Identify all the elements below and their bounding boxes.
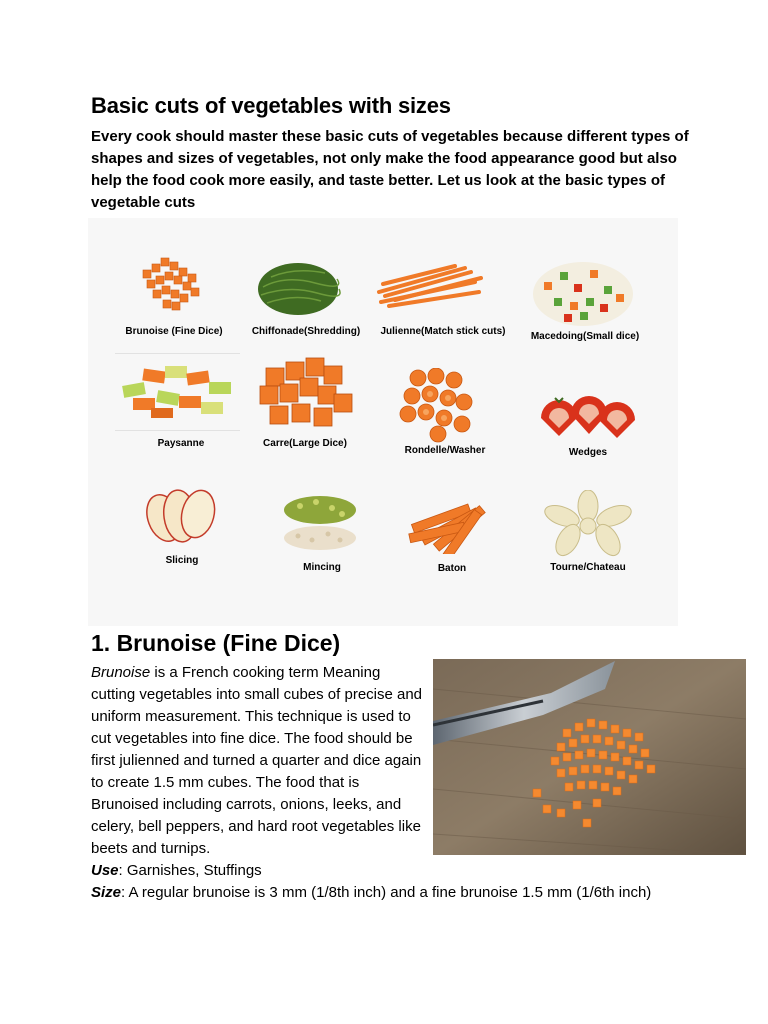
cut-label: Paysanne — [157, 438, 205, 449]
section-heading: 1. Brunoise (Fine Dice) — [91, 630, 341, 656]
cut-label: Chiffonade(Shredding) — [251, 326, 361, 337]
cut-label: Slicing — [165, 555, 199, 566]
rondelle-image — [398, 368, 478, 444]
size-label: Size — [91, 884, 122, 901]
page-title: Basic cuts of vegetables with sizes — [91, 93, 451, 118]
baton-image — [405, 490, 495, 554]
brunoise-image — [133, 250, 213, 320]
size-text: : A regular brunoise is 3 mm (1/8th inch) and a fine brunoise 1.5 mm (1/6th inch) — [121, 884, 652, 901]
brunoise-photo — [433, 659, 746, 855]
cut-label: Tourne/Chateau — [550, 562, 626, 573]
cut-label: Brunoise (Fine Dice) — [125, 326, 223, 337]
tourne-image — [540, 490, 636, 560]
brunoise-description — [91, 662, 427, 860]
size-line — [91, 882, 691, 904]
cut-label: Wedges — [568, 447, 608, 458]
cut-label: Baton — [437, 563, 467, 574]
intro-text: Every cook should master these basic cuts of vegetables because different types of shapes and sizes of vegetables, not only make the food appearance good but also help the food cook more easily, and taste better. Let us look at the basic types of vegetable cuts — [91, 128, 689, 211]
chiffonade-image — [255, 257, 341, 319]
use-text: : Garnishes, Stuffings — [118, 862, 262, 879]
mincing-image — [280, 492, 360, 552]
use-label: Use — [91, 862, 119, 879]
carre-image — [256, 356, 356, 432]
julienne-image — [375, 262, 485, 312]
divider — [115, 430, 240, 431]
divider — [115, 353, 240, 354]
cut-label: Julienne(Match stick cuts) — [380, 326, 506, 337]
use-line — [91, 860, 691, 882]
term-brunoise: Brunoise — [91, 664, 151, 681]
paysanne-image — [117, 358, 239, 424]
macedoine-image — [530, 258, 636, 328]
cut-label: Rondelle/Washer — [404, 445, 486, 456]
description-text: is a French cooking term Meaning cutting vegetables into small cubes of precise and uniform measurement. This technique is used to cut vegetables into fine dice. The food should be first julienned and turned a quarter and dice again to create 1.5 mm cubes. The food that is Brunoised including carrots, onions, leeks, and celery, bell peppers, and hard root vegetables like beets and turnips. — [91, 664, 423, 857]
cut-label: Carre(Large Dice) — [263, 438, 347, 449]
cut-label: Mincing — [303, 562, 341, 573]
wedges-image — [537, 392, 639, 438]
slicing-image — [142, 486, 224, 546]
cut-label: Macedoing(Small dice) — [530, 331, 640, 342]
